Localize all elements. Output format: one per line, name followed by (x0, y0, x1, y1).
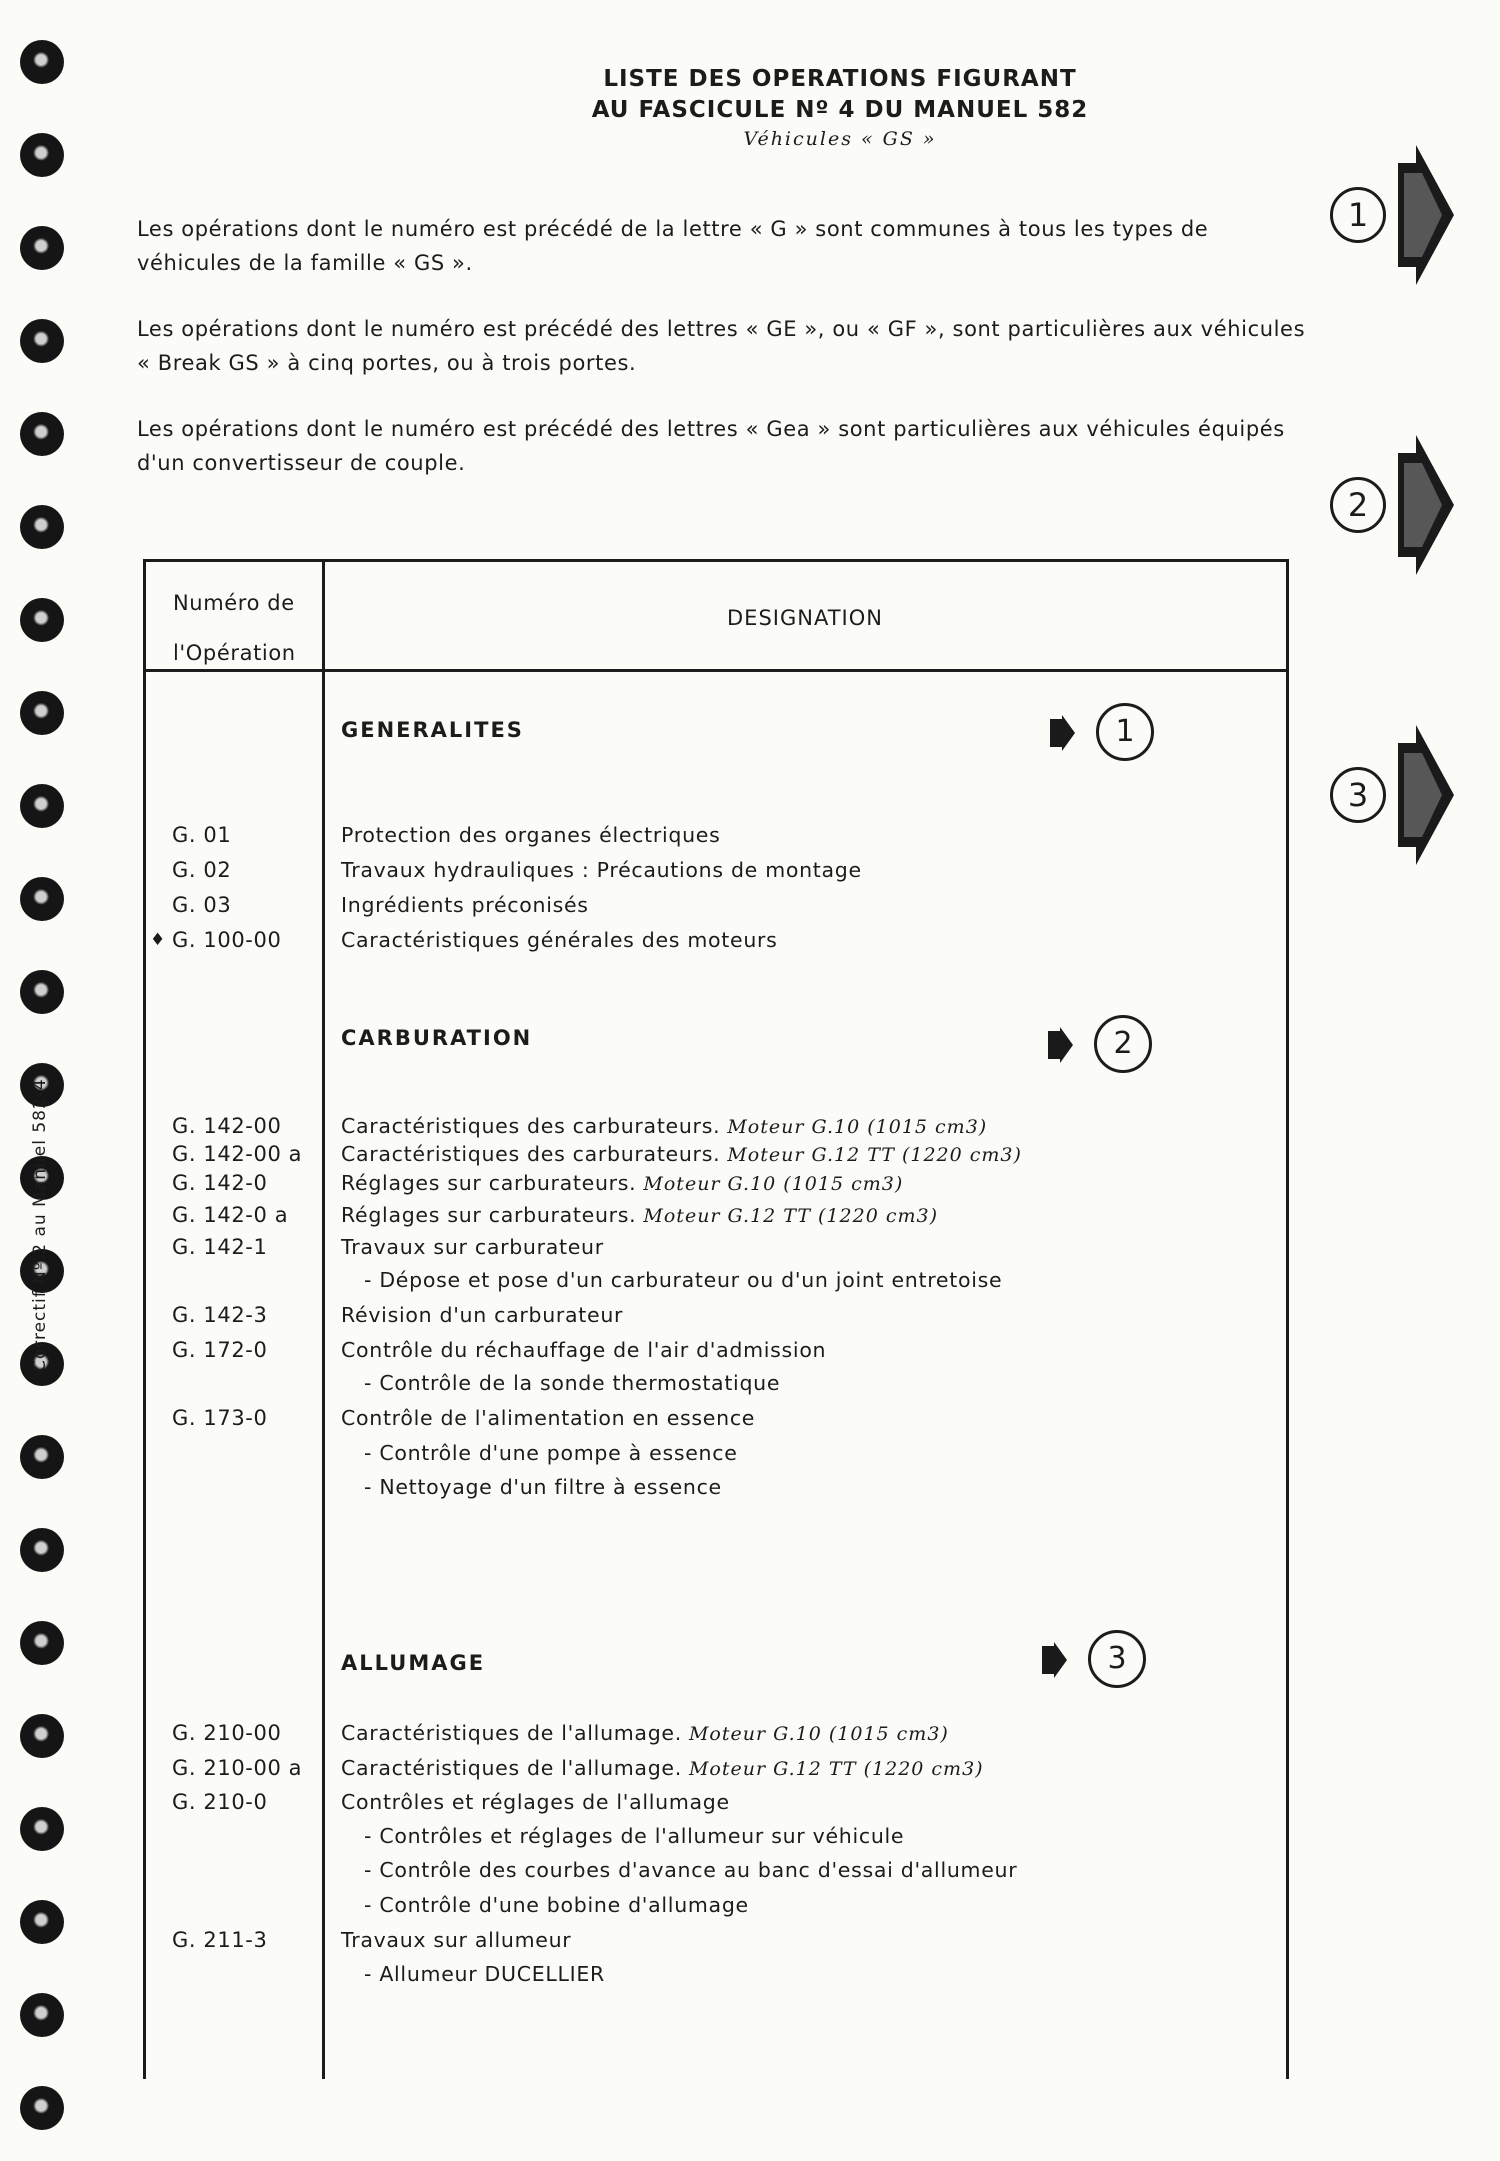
operation-number: G. 142-0 a (172, 1203, 289, 1227)
column-header-number (173, 578, 296, 678)
operation-number: G. 173-0 (172, 1406, 268, 1430)
table-header-rule (143, 669, 1289, 672)
operation-designation (341, 1235, 604, 1259)
operation-number: G. 210-00 a (172, 1756, 303, 1780)
binder-hole (20, 970, 64, 1014)
section-marker (1042, 1630, 1152, 1690)
binder-hole (20, 784, 64, 828)
operation-designation (341, 1338, 826, 1362)
designation-text: - Contrôle des courbes d'avance au banc d'essai d'allumeur (364, 1858, 1018, 1882)
page-header (380, 64, 1300, 152)
marker-number: 2 (1330, 477, 1386, 533)
binder-hole (20, 598, 64, 642)
operation-designation (341, 858, 862, 882)
designation-text: Réglages sur carburateurs. (341, 1203, 637, 1227)
designation-text: Caractéristiques générales des moteurs (341, 928, 778, 952)
designation-text: Travaux sur allumeur (341, 1928, 572, 1952)
operation-designation (341, 1790, 730, 1814)
designation-text: Caractéristiques des carburateurs. (341, 1142, 721, 1166)
operation-sub-item (364, 1893, 749, 1917)
designation-text: - Dépose et pose d'un carburateur ou d'un joint entretoise (364, 1268, 1003, 1292)
engine-spec: Moteur G.10 (1015 cm3) (720, 1116, 988, 1138)
operation-number: G. 210-0 (172, 1790, 268, 1814)
operation-sub-item (364, 1268, 1002, 1292)
designation-text: - Contrôle d'une bobine d'allumage (364, 1893, 749, 1917)
margin-arrow-icon (1396, 145, 1456, 285)
operation-sub-item (364, 1824, 904, 1848)
operation-sub-item (364, 1962, 605, 1986)
column-header-designation: DESIGNATION (727, 606, 883, 630)
margin-marker (1330, 725, 1470, 865)
operation-number: G. 211-3 (172, 1928, 268, 1952)
designation-text: - Allumeur DUCELLIER (364, 1962, 605, 1986)
designation-text: - Contrôle de la sonde thermostatique (364, 1371, 781, 1395)
table-left-rule (143, 559, 146, 2079)
operation-designation (341, 928, 778, 952)
operation-number: G. 142-1 (172, 1235, 268, 1259)
operation-number: G. 172-0 (172, 1338, 268, 1362)
intro-paragraph: Les opérations dont le numéro est précédé des lettres « Gea » sont particulières aux véhicules équipés d'un convertisseur de couple. (137, 417, 1285, 475)
operation-designation (341, 823, 721, 847)
engine-spec: Moteur G.10 (1015 cm3) (681, 1723, 949, 1745)
binder-hole (20, 40, 64, 84)
designation-text: Caractéristiques des carburateurs. (341, 1114, 721, 1138)
designation-text: Contrôle du réchauffage de l'air d'admission (341, 1338, 827, 1362)
binder-hole (20, 1993, 64, 2037)
engine-spec: Moteur G.10 (1015 cm3) (636, 1173, 904, 1195)
operation-designation (341, 1114, 987, 1138)
operation-number: G. 01 (172, 823, 232, 847)
binder-hole (20, 1807, 64, 1851)
header-subtitle: Véhicules « GS » (743, 128, 937, 150)
operation-number: G. 142-0 (172, 1171, 268, 1195)
intro-paragraph: Les opérations dont le numéro est précédé de la lettre « G » sont communes à tous les types de véhicules de la famille « GS ». (137, 217, 1209, 275)
intro-paragraph: Les opérations dont le numéro est précédé des lettres « GE », ou « GF », sont particulières aux véhicules « Break GS » à cinq portes, ou à trois portes. (137, 317, 1306, 375)
designation-text: Travaux hydrauliques : Précautions de montage (341, 858, 862, 882)
marker-number: 2 (1094, 1015, 1152, 1073)
operation-designation (341, 1142, 1022, 1166)
binder-hole (20, 1528, 64, 1572)
table-column-rule (322, 559, 325, 2079)
operation-designation (341, 1171, 903, 1195)
designation-text: - Contrôles et réglages de l'allumeur sur véhicule (364, 1824, 905, 1848)
binder-hole (20, 505, 64, 549)
header-title-line1: LISTE DES OPERATIONS FIGURANT (603, 66, 1077, 92)
operation-designation (341, 1928, 571, 1952)
operation-designation (341, 893, 589, 917)
operation-designation (341, 1756, 984, 1780)
designation-text: - Contrôle d'une pompe à essence (364, 1441, 738, 1465)
binder-hole (20, 1621, 64, 1665)
binder-hole (20, 412, 64, 456)
section-marker (1048, 1015, 1158, 1075)
operation-number: G. 142-00 (172, 1114, 282, 1138)
operation-number: G. 210-00 (172, 1721, 282, 1745)
operation-designation (341, 1203, 938, 1227)
operation-sub-item (364, 1858, 1017, 1882)
table-right-rule (1286, 559, 1289, 2079)
marker-number: 3 (1088, 1630, 1146, 1688)
section-arrow-icon (1050, 715, 1076, 751)
engine-spec: Moteur G.12 TT (1220 cm3) (720, 1144, 1022, 1166)
change-bullet-icon: ♦ (150, 930, 166, 950)
section-title-generalites: GENERALITES (341, 718, 524, 742)
designation-text: Caractéristiques de l'allumage. (341, 1756, 682, 1780)
section-marker (1050, 703, 1160, 763)
operation-sub-item (364, 1475, 722, 1499)
operation-sub-item (364, 1441, 738, 1465)
margin-marker (1330, 435, 1470, 575)
marker-number: 1 (1096, 703, 1154, 761)
engine-spec: Moteur G.12 TT (1220 cm3) (681, 1758, 984, 1780)
operation-number: G. 142-00 a (172, 1142, 303, 1166)
designation-text: Caractéristiques de l'allumage. (341, 1721, 682, 1745)
designation-text: Protection des organes électriques (341, 823, 721, 847)
margin-marker (1330, 145, 1470, 285)
section-title-allumage: ALLUMAGE (341, 1651, 486, 1675)
binder-hole (20, 691, 64, 735)
operation-number: G. 100-00 (172, 928, 282, 952)
binder-hole (20, 2086, 64, 2130)
operation-number: G. 03 (172, 893, 232, 917)
binder-hole (20, 319, 64, 363)
table-top-rule (143, 559, 1289, 562)
column-header-number-line1: Numéro de (173, 591, 295, 615)
header-title-line2: AU FASCICULE Nº 4 DU MANUEL 582 (591, 97, 1089, 123)
binder-hole (20, 1435, 64, 1479)
margin-arrow-icon (1396, 435, 1456, 575)
operation-sub-item (364, 1371, 780, 1395)
operation-number: G. 142-3 (172, 1303, 268, 1327)
marker-number: 3 (1330, 767, 1386, 823)
side-label: Correctif Nº 2 au Manuel 582-4 (30, 1078, 50, 1372)
designation-text: Révision d'un carburateur (341, 1303, 624, 1327)
operation-designation (341, 1721, 949, 1745)
operation-designation (341, 1406, 755, 1430)
column-header-number-line2: l'Opération (173, 641, 296, 665)
section-arrow-icon (1048, 1027, 1074, 1063)
operation-designation (341, 1303, 623, 1327)
margin-arrow-icon (1396, 725, 1456, 865)
section-arrow-icon (1042, 1642, 1068, 1678)
binder-hole (20, 226, 64, 270)
binder-hole (20, 1900, 64, 1944)
binder-hole (20, 1714, 64, 1758)
marker-number: 1 (1330, 187, 1386, 243)
binder-hole (20, 133, 64, 177)
designation-text: Réglages sur carburateurs. (341, 1171, 637, 1195)
designation-text: - Nettoyage d'un filtre à essence (364, 1475, 722, 1499)
section-title-carburation: CARBURATION (341, 1026, 533, 1050)
operation-number: G. 02 (172, 858, 232, 882)
designation-text: Ingrédients préconisés (341, 893, 589, 917)
designation-text: Travaux sur carburateur (341, 1235, 604, 1259)
designation-text: Contrôles et réglages de l'allumage (341, 1790, 730, 1814)
designation-text: Contrôle de l'alimentation en essence (341, 1406, 756, 1430)
engine-spec: Moteur G.12 TT (1220 cm3) (636, 1205, 939, 1227)
binder-hole (20, 877, 64, 921)
